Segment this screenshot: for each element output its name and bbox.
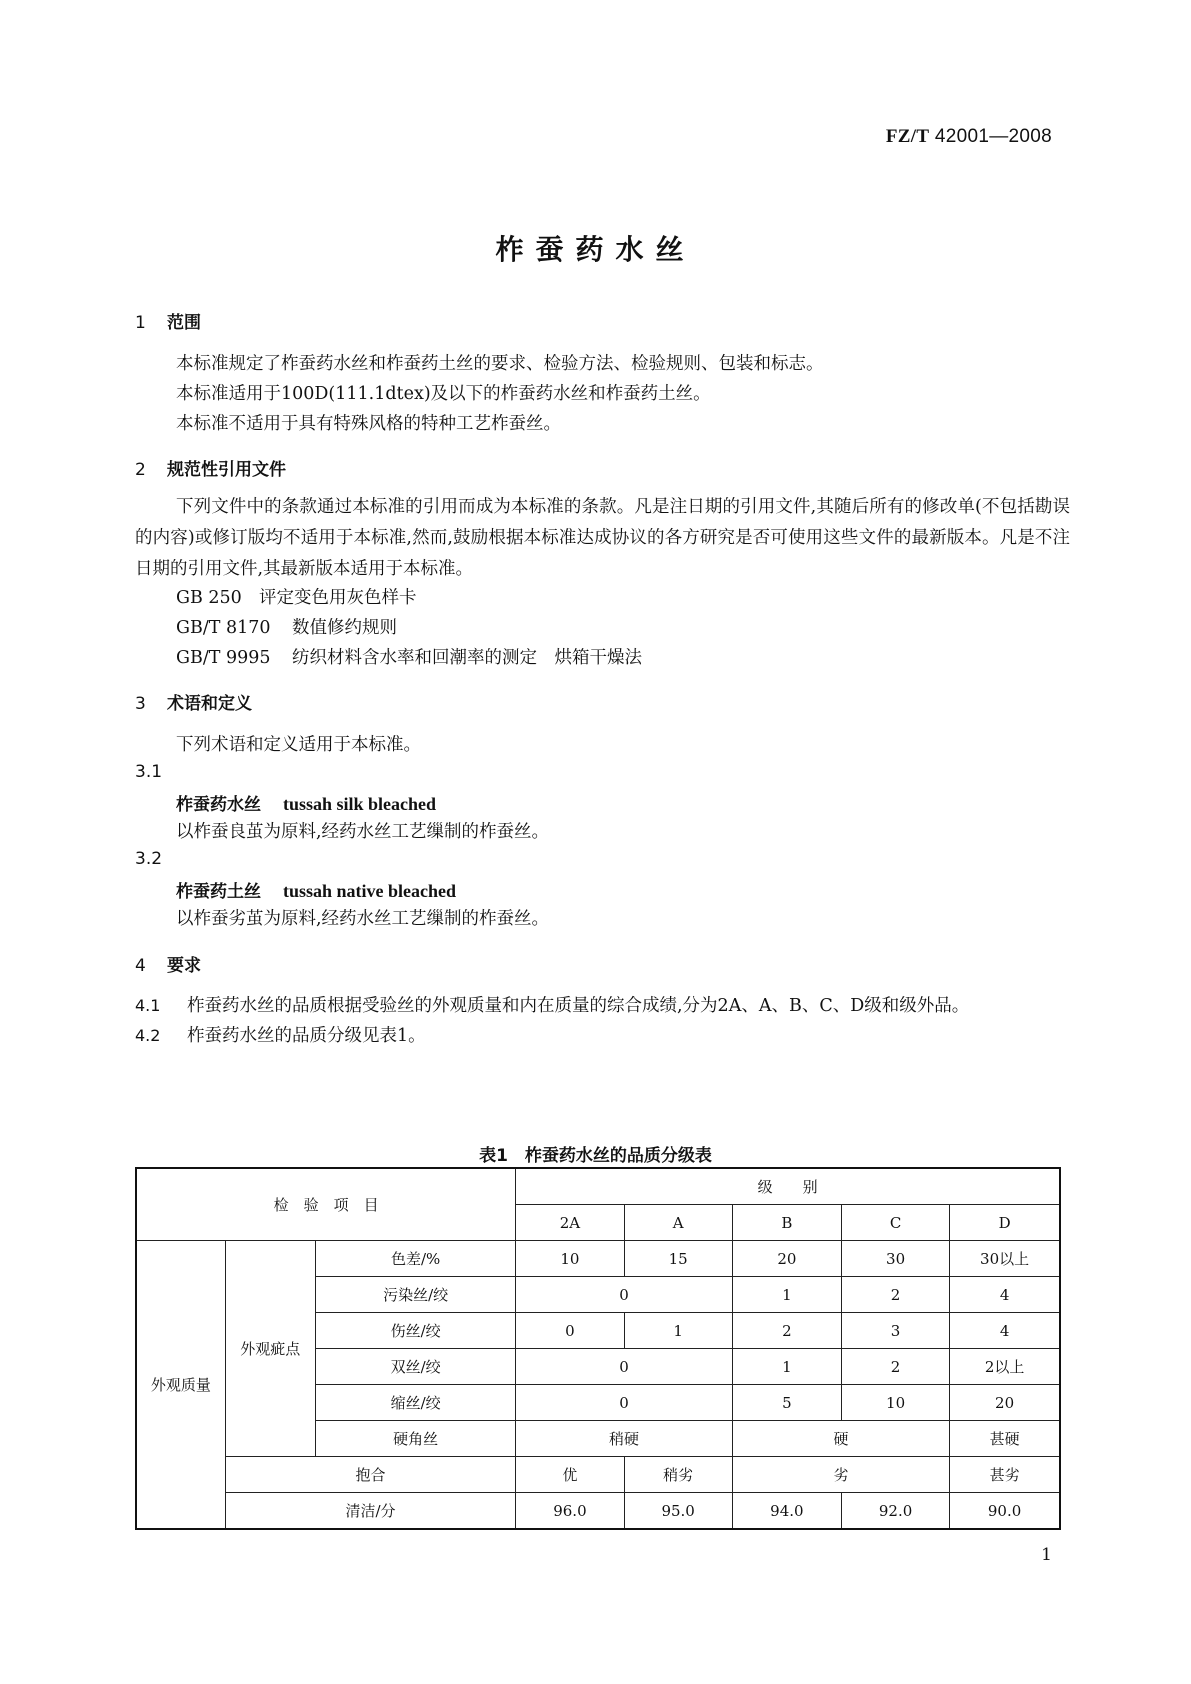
section-number: 4 xyxy=(135,956,146,976)
row-label: 污染丝/绞 xyxy=(315,1277,515,1313)
grade-cell: B xyxy=(732,1205,841,1241)
reference-code: GB/T 9995 xyxy=(176,648,271,668)
table-cell: 稍硬 xyxy=(516,1421,732,1457)
section-number: 2 xyxy=(135,460,146,480)
table-row xyxy=(136,1457,1060,1493)
row-label: 硬角丝 xyxy=(315,1421,515,1457)
paragraph: 下列文件中的条款通过本标准的引用而成为本标准的条款。凡是注日期的引用文件,其随后所有的修改单(不包括勘误的内容)或修订版均不适用于本标准,然而,鼓励根据本标准达成协议的各方研究是否可使用这些文件的最新版本。凡是不注日期的引用文件,其最新版本适用于本标准。 xyxy=(135,497,1070,579)
table-cell: 4 xyxy=(950,1277,1060,1313)
standard-code-number: 42001—2008 xyxy=(934,126,1052,147)
row-label: 抱合 xyxy=(225,1457,516,1493)
page-number: 1 xyxy=(1041,1545,1052,1565)
table-cell: 0 xyxy=(516,1385,732,1421)
table-cell: 硬 xyxy=(732,1421,949,1457)
row-label: 清洁/分 xyxy=(225,1493,516,1530)
paragraph: 本标准不适用于具有特殊风格的特种工艺柞蚕丝。 xyxy=(176,414,561,434)
table-cell: 0 xyxy=(516,1313,624,1349)
group-appearance-quality: 外观质量 xyxy=(136,1241,225,1530)
table-cell: 90.0 xyxy=(950,1493,1060,1530)
clause-text: 柞蚕药水丝的品质根据受验丝的外观质量和内在质量的综合成绩,分为2A、A、B、C、D级和级外品。 xyxy=(187,996,970,1016)
section-title: 要求 xyxy=(167,956,201,976)
row-label: 伤丝/绞 xyxy=(315,1313,515,1349)
row-label: 缩丝/绞 xyxy=(315,1385,515,1421)
table-row xyxy=(136,1493,1060,1530)
section-2-heading xyxy=(135,455,286,480)
table-cell: 甚劣 xyxy=(950,1457,1060,1493)
section-1-heading xyxy=(135,308,201,333)
table-cell: 20 xyxy=(950,1385,1060,1421)
standard-code-prefix: FZ/T xyxy=(885,126,930,147)
table-cell: 劣 xyxy=(732,1457,949,1493)
term-zh: 柞蚕药水丝 xyxy=(176,795,261,815)
table-cell: 甚硬 xyxy=(950,1421,1060,1457)
table-cell: 92.0 xyxy=(841,1493,949,1530)
section-4-heading xyxy=(135,951,201,976)
table-cell: 5 xyxy=(732,1385,841,1421)
table-cell: 1 xyxy=(624,1313,732,1349)
term-number: 3.2 xyxy=(135,849,163,869)
grade-cell: A xyxy=(624,1205,732,1241)
header-grade: 级 别 xyxy=(516,1168,1060,1205)
term-definition: 以柞蚕良茧为原料,经药水丝工艺缫制的柞蚕丝。 xyxy=(176,822,550,842)
reference-item xyxy=(176,584,417,609)
reference-item xyxy=(176,644,642,669)
table-cell: 2 xyxy=(841,1349,949,1385)
term-definition: 以柞蚕劣茧为原料,经药水丝工艺缫制的柞蚕丝。 xyxy=(176,909,550,929)
paragraph: 本标准规定了柞蚕药水丝和柞蚕药土丝的要求、检验方法、检验规则、包装和标志。 xyxy=(176,354,824,374)
table-cell: 3 xyxy=(841,1313,949,1349)
table-cell: 2以上 xyxy=(950,1349,1060,1385)
section-3-heading xyxy=(135,689,252,714)
paragraph: 下列术语和定义适用于本标准。 xyxy=(176,735,421,755)
table-row xyxy=(136,1241,1060,1277)
reference-name: 评定变色用灰色样卡 xyxy=(259,588,417,608)
section-title: 术语和定义 xyxy=(167,694,252,714)
term-heading xyxy=(176,790,436,815)
table-cell: 1 xyxy=(732,1277,841,1313)
clause-number: 4.2 xyxy=(135,1026,161,1045)
grade-cell: C xyxy=(841,1205,949,1241)
term-en: tussah silk bleached xyxy=(283,794,437,814)
paragraph: 本标准适用于100D(111.1dtex)及以下的柞蚕药水丝和柞蚕药土丝。 xyxy=(176,384,711,404)
table-cell: 95.0 xyxy=(624,1493,732,1530)
table-cell: 1 xyxy=(732,1349,841,1385)
table-cell: 15 xyxy=(624,1241,732,1277)
term-zh: 柞蚕药土丝 xyxy=(176,882,261,902)
clause-number: 4.1 xyxy=(135,996,161,1015)
table-header-row xyxy=(136,1168,1060,1205)
table-cell: 稍劣 xyxy=(624,1457,732,1493)
table-cell: 0 xyxy=(516,1349,732,1385)
section-title: 规范性引用文件 xyxy=(167,460,286,480)
reference-code: GB/T 8170 xyxy=(176,618,271,638)
reference-code: GB 250 xyxy=(176,588,242,608)
table-caption: 表1 柞蚕药水丝的品质分级表 xyxy=(479,1146,712,1166)
section-number: 3 xyxy=(135,694,146,714)
row-label: 色差/% xyxy=(315,1241,515,1277)
reference-name: 纺织材料含水率和回潮率的测定 烘箱干燥法 xyxy=(292,648,642,668)
quality-grade-table xyxy=(135,1167,1061,1530)
section-title: 范围 xyxy=(167,313,201,333)
term-heading xyxy=(176,877,456,902)
term-number: 3.1 xyxy=(135,762,163,782)
clause-4-2 xyxy=(135,1022,426,1047)
table-cell: 30以上 xyxy=(950,1241,1060,1277)
table-cell: 10 xyxy=(841,1385,949,1421)
grade-cell: 2A xyxy=(516,1205,624,1241)
table-cell: 96.0 xyxy=(516,1493,624,1530)
header-inspection-item: 检 验 项 目 xyxy=(136,1168,516,1241)
table-cell: 94.0 xyxy=(732,1493,841,1530)
clause-text: 柞蚕药水丝的品质分级见表1。 xyxy=(187,1026,426,1046)
reference-item xyxy=(176,614,397,639)
document-title: 柞蚕药水丝 xyxy=(495,233,696,266)
table-cell: 4 xyxy=(950,1313,1060,1349)
reference-name: 数值修约规则 xyxy=(292,618,397,638)
section-number: 1 xyxy=(135,313,146,333)
term-en: tussah native bleached xyxy=(283,881,457,901)
table-cell: 20 xyxy=(732,1241,841,1277)
table-cell: 30 xyxy=(841,1241,949,1277)
clause-4-1 xyxy=(135,992,969,1017)
table-cell: 0 xyxy=(516,1277,732,1313)
grade-cell: D xyxy=(950,1205,1060,1241)
standard-code xyxy=(886,126,1052,148)
table-cell: 2 xyxy=(841,1277,949,1313)
table-cell: 2 xyxy=(732,1313,841,1349)
subgroup-appearance-defects: 外观疵点 xyxy=(225,1241,315,1457)
row-label: 双丝/绞 xyxy=(315,1349,515,1385)
table-cell: 10 xyxy=(516,1241,624,1277)
table-cell: 优 xyxy=(516,1457,624,1493)
